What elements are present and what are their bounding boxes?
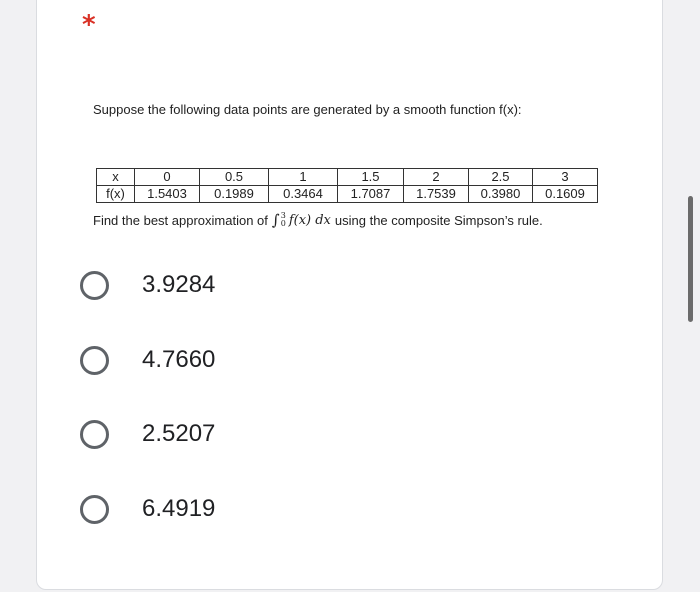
option-label[interactable]: 2.5207 (142, 420, 216, 447)
table-cell: 0.1609 (533, 186, 598, 203)
integral-upper-limit: 3 (280, 211, 286, 220)
required-marker: * (82, 10, 96, 40)
integral-sign: ∫ (271, 211, 280, 229)
integrand: f(x) dx (288, 212, 331, 228)
table-cell: 0 (135, 169, 200, 186)
table-cell: 1.7539 (404, 186, 469, 203)
radio-button[interactable] (80, 346, 109, 375)
question-instruction (93, 211, 543, 229)
question-prompt: Suppose the following data points are generated by a smooth function f(x): (93, 102, 522, 117)
scrollbar[interactable] (688, 196, 693, 322)
table-cell: 0.3980 (469, 186, 533, 203)
radio-button[interactable] (80, 271, 109, 300)
table-cell: 1.5 (338, 169, 404, 186)
table-cell: x (97, 169, 135, 186)
table-cell: 0.3464 (269, 186, 338, 203)
radio-button[interactable] (80, 420, 109, 449)
table-cell: 1.5403 (135, 186, 200, 203)
radio-button[interactable] (80, 495, 109, 524)
table-cell: 3 (533, 169, 598, 186)
table-cell: 1 (269, 169, 338, 186)
option-3[interactable] (80, 414, 215, 454)
instruction-after: using the composite Simpson’s rule. (334, 212, 543, 228)
table-cell: f(x) (97, 186, 135, 203)
table-row-x (97, 169, 598, 186)
integral-lower-limit: 0 (280, 219, 286, 228)
option-1[interactable] (80, 265, 215, 305)
instruction-before: Find the best approximation of (93, 212, 268, 228)
table-cell: 1.7087 (338, 186, 404, 203)
option-2[interactable] (80, 340, 215, 380)
integral-limits (281, 212, 286, 228)
option-label[interactable]: 6.4919 (142, 495, 216, 522)
data-table (96, 168, 598, 203)
table-cell: 2 (404, 169, 469, 186)
option-label[interactable]: 3.9284 (142, 271, 216, 298)
table-cell: 0.5 (200, 169, 269, 186)
option-label[interactable]: 4.7660 (142, 346, 216, 373)
table-row-fx (97, 186, 598, 203)
integral-expression (272, 211, 331, 229)
table-cell: 2.5 (469, 169, 533, 186)
option-4[interactable] (80, 489, 215, 529)
table-cell: 0.1989 (200, 186, 269, 203)
